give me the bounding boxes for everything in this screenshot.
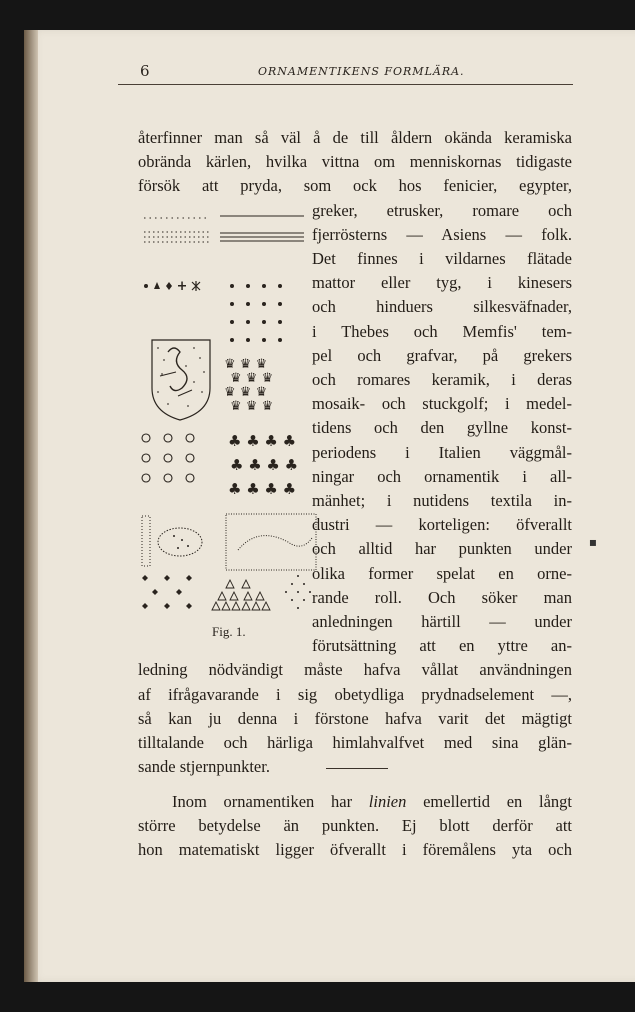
shield-dots [157, 347, 205, 407]
dotted-diamond-ornament [285, 575, 311, 609]
text-line: Det finnes i vildarnes flätade [312, 249, 572, 268]
text-line: rande roll. Och söker man [312, 587, 572, 607]
text-line: i Thebes och Memfis' tem- [312, 321, 572, 341]
page-header [118, 62, 573, 85]
svg-text:♣ ♣ ♣ ♣: ♣ ♣ ♣ ♣ [228, 432, 297, 450]
svg-text:♛ ♛ ♛: ♛ ♛ ♛ [230, 399, 274, 414]
text-line: mosaik- och stuckgolf; i medel- [312, 394, 572, 414]
text-line: återfinner man så väl å de till åldern okända keramiska [138, 128, 572, 147]
dotted-band-ornament [144, 232, 304, 242]
svg-text:♛ ♛ ♛: ♛ ♛ ♛ [224, 385, 268, 400]
text-line: fjerrösterns — Asiens — folk. [312, 224, 572, 244]
text-line: större betydelse än punkten. Ej blott derför att [138, 816, 572, 836]
text-line: hon matematiskt ligger öfverallt i föremålens yta och [138, 840, 572, 860]
diamond-dots-ornament [142, 575, 192, 609]
text-line: ningar och ornamentik i all- [312, 466, 572, 486]
rosettes-ornament [142, 434, 194, 482]
text-line: så kan ju denna i förstone hafva varit det mägtigt [138, 708, 572, 728]
figure-caption: Fig. 1. [212, 624, 246, 639]
text-line: Inom ornamentiken har linien emellertid en långt [172, 792, 572, 811]
fleur-ornament [228, 432, 298, 498]
dot-grid-ornament [230, 284, 282, 342]
text-line: mattor eller tyg, i kinesers [312, 273, 572, 293]
margin-mark: ▪ [588, 535, 597, 549]
text-line: olika former spelat en orne- [312, 563, 572, 583]
ornament-figure [138, 206, 324, 616]
svg-text:♛ ♛ ♛: ♛ ♛ ♛ [230, 371, 274, 386]
text-line: greker, etrusker, romare och [312, 200, 572, 220]
book-spine-shadow [24, 30, 38, 982]
text-line: ledning nödvändigt måste hafva vållat användningen [138, 660, 572, 680]
svg-text:♛ ♛ ♛: ♛ ♛ ♛ [224, 357, 268, 372]
text-line: försök att pryda, som ock hos fenicier, egypter, [138, 176, 572, 196]
text-line: pel och grafvar, på grekers [312, 345, 572, 365]
text-line: anledningen härtill — under [312, 612, 572, 631]
svg-text:♣ ♣ ♣ ♣: ♣ ♣ ♣ ♣ [230, 456, 299, 474]
emphasized-word: linien [368, 792, 407, 811]
mixed-symbols-row [144, 281, 200, 291]
text-line: periodens i Italien väggmål- [312, 442, 572, 462]
text-line: och alltid har punkten under [312, 539, 572, 559]
text-line: och hinduers silkesväfnader, [312, 297, 572, 317]
text-line: och romares keramik, i deras [312, 370, 572, 389]
svg-text:♣ ♣ ♣ ♣: ♣ ♣ ♣ ♣ [228, 480, 297, 498]
triangles-ornament [212, 580, 270, 610]
text-line: tidens och den gyllne konst- [312, 418, 572, 438]
stippled-panel-left [142, 516, 202, 566]
text-line: obrända kärlen, hvilka vittna om menniskornas tidigaste [138, 152, 572, 172]
dotted-line-ornament [144, 216, 304, 218]
page-number: 6 [140, 62, 150, 80]
running-title: ORNAMENTIKENS FORMLÄRA. [258, 65, 465, 78]
text-line: dustri — korteligen: öfverallt [312, 515, 572, 535]
crowns-ornament [224, 357, 273, 414]
text-line: tilltalande och härliga himlahvalfvet med sina glän- [138, 733, 572, 752]
text-line: förutsättning att en yttre an- [312, 636, 572, 656]
stippled-panel-right [226, 514, 316, 570]
section-divider [326, 768, 388, 769]
heraldic-shield-ornament [152, 340, 210, 420]
text-line: mänhet; i nutidens textila in- [312, 491, 572, 510]
text-line: sande stjernpunkter. [138, 757, 270, 777]
text-line: af ifrågavarande i sig obetydliga prydnadselement —, [138, 684, 572, 704]
